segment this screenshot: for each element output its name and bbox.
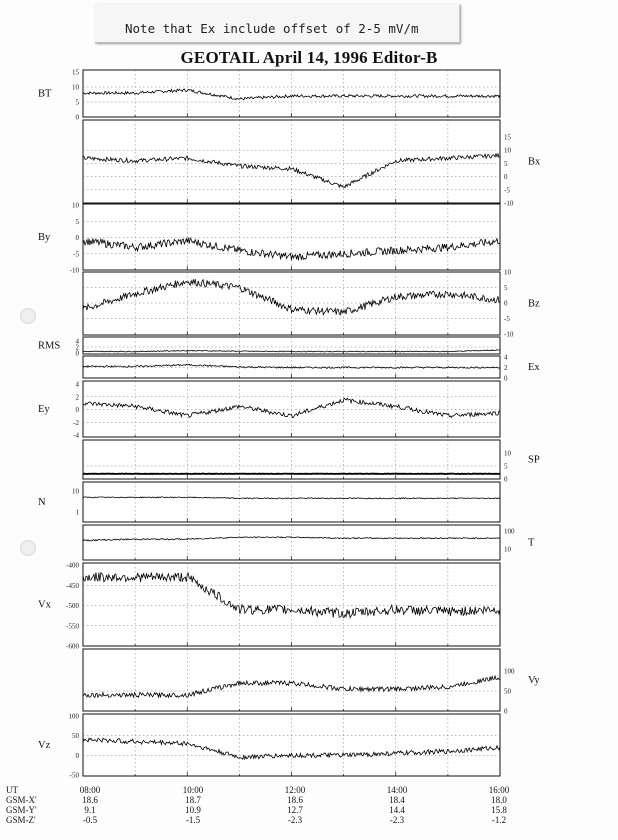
footer-column [168,785,218,825]
y-tick-label: 1 [75,508,79,517]
gsm-x-value: 18.7 [185,795,201,805]
y-tick-label: 4 [75,337,79,346]
y-tick-label: 15 [72,68,79,77]
y-tick-label: 5 [504,462,508,471]
y-tick-label: 50 [72,732,79,741]
y-tick-label: 5 [75,217,79,226]
gsm-y-value: 12.7 [287,805,303,815]
y-tick-label: 0 [504,707,508,716]
y-tick-label: 0 [504,475,508,484]
y-tick-label: 5 [75,98,79,107]
footer-column [372,785,422,825]
panel-label-sp: SP [528,454,540,466]
gsm-y-value: 10.9 [185,805,201,815]
gsm-z-value: -1.2 [491,815,507,825]
y-tick-label: -10 [69,266,79,275]
footer-label-ut: UT [6,785,18,795]
panel-label-ey: Ey [38,404,50,415]
y-tick-label: -10 [504,330,514,339]
footer-column [270,785,320,825]
panel-label-bt: BT [38,88,52,100]
gsm-x-value: 18.6 [287,795,303,805]
page-title: GEOTAIL April 14, 1996 Editor-B [180,48,438,67]
footer-column [474,785,524,825]
panel-label-n: N [38,497,46,508]
y-tick-label: 0 [75,234,79,242]
panel-label-vy: Vy [528,675,540,686]
panel-label-ex: Ex [528,362,540,373]
y-tick-label: 2 [504,364,508,372]
gsm-x-value: 18.4 [389,795,405,805]
panel-label-bx: Bx [528,156,541,168]
y-tick-label: 50 [504,687,511,696]
ut-tick-label: 10:00 [182,785,204,795]
y-tick-label: 2 [75,343,79,352]
panel-label-vx: Vx [38,599,51,611]
panel-frame-bt [83,70,500,117]
note-text: Note that Ex include offset of 2-5 mV/m [125,21,419,36]
y-tick-label: -600 [66,642,79,651]
y-tick-label: 100 [504,527,515,536]
y-tick-label: 0 [504,299,508,308]
ut-tick-label: 14:00 [386,785,408,795]
y-tick-label: 0 [504,173,508,182]
y-tick-label: 5 [504,284,508,292]
y-tick-label: -4 [73,431,79,440]
y-tick-label: 10 [504,268,511,277]
y-tick-label: 10 [504,545,511,554]
y-tick-label: 0 [75,113,79,122]
ut-tick-label: 08:00 [79,785,101,795]
ut-tick-label: 12:00 [284,785,306,795]
gsm-y-value: 14.4 [389,805,405,815]
y-tick-label: 4 [504,353,508,362]
panel-label-by: By [38,232,51,243]
y-tick-label: 10 [72,201,79,210]
y-tick-label: -10 [504,199,514,208]
y-tick-label: 0 [504,374,508,383]
y-tick-label: -550 [66,622,79,631]
y-tick-label: 2 [75,393,79,402]
y-tick-label: 0 [75,349,79,358]
ut-tick-label: 16:00 [488,785,510,795]
y-tick-label: 10 [72,83,79,92]
gsm-z-value: -1.5 [185,815,201,825]
y-tick-label: -450 [66,581,79,590]
panel-label-vz: Vz [38,740,51,751]
gsm-y-value: 9.1 [84,805,96,815]
y-tick-label: 0 [75,751,79,760]
gsm-z-value: -0.5 [82,815,98,825]
y-tick-label: 0 [75,406,79,414]
y-tick-label: 100 [504,667,515,676]
footer-column [65,785,115,825]
gsm-y-value: 15.8 [491,805,507,815]
y-tick-label: -50 [69,771,79,780]
y-tick-label: 10 [72,487,79,496]
footer-row-labels [6,785,37,825]
y-tick-label: -500 [66,602,79,610]
footer-label-gsm-y: GSM-Y' [6,805,37,815]
footer-label-gsm-z: GSM-Z' [6,815,36,825]
panel-label-t: T [528,537,535,549]
footer-label-gsm-x: GSM-X' [6,795,37,805]
y-tick-label: 15 [504,133,511,142]
y-tick-label: -400 [66,561,79,570]
gsm-z-value: -2.3 [287,815,303,825]
y-tick-label: 10 [504,449,511,458]
y-tick-label: 5 [504,159,508,168]
y-tick-label: -5 [73,250,79,259]
y-tick-label: -5 [504,315,510,323]
y-tick-label: -2 [73,418,79,427]
panel-label-bz: Bz [528,298,540,310]
y-tick-label: 10 [504,146,511,155]
gsm-z-value: -2.3 [389,815,405,825]
gsm-x-value: 18.6 [82,795,98,805]
y-tick-label: 100 [68,712,79,721]
y-tick-label: -5 [504,186,510,195]
panel-label-rms: RMS [38,340,61,352]
y-tick-label: 4 [75,380,79,389]
gsm-x-value: 18.0 [491,795,507,805]
